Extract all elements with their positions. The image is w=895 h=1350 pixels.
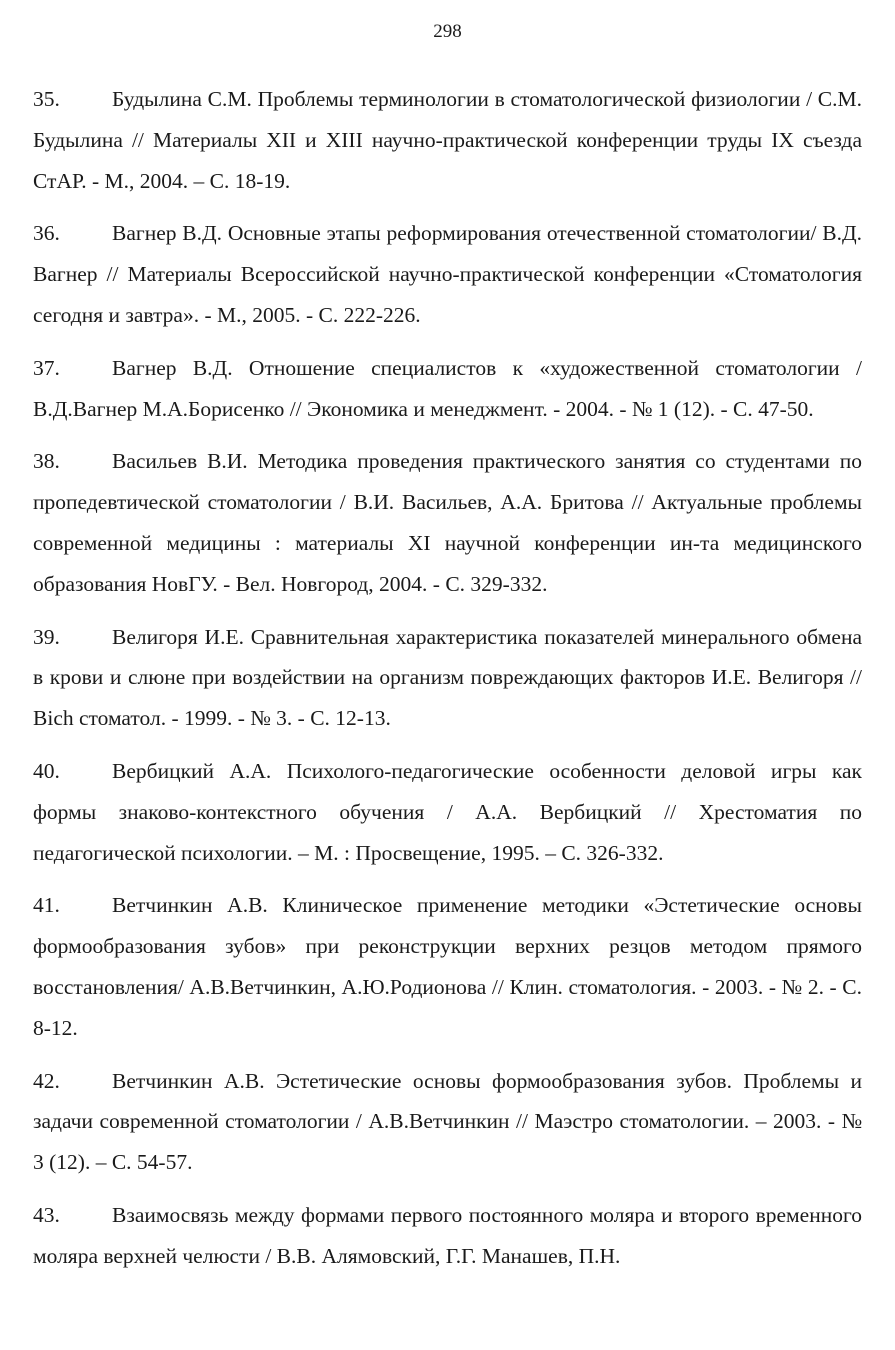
reference-text: Вагнер В.Д. Основные этапы реформирования отечественной стоматологии/ В.Д. Вагнер // Материалы Всероссийской научно-практической конференции «Стоматология сегодня и завтра». - М., 2005. - С. 222-226. [33,221,862,327]
reference-number: 39. [33,624,60,649]
reference-item [33,213,862,335]
reference-text: Будылина С.М. Проблемы терминологии в стоматологической физиологии / С.М. Будылина // Материалы XII и XIII научно-практической конференции труды IX съезда СтАР. - М., 2004. – С. 18-19. [33,87,862,193]
reference-item [33,348,862,430]
reference-text: Ветчинкин А.В. Клиническое применение методики «Эстетические основы формообразования зубов» при реконструкции верхних резцов методом прямого восстановления/ А.В.Ветчинкин, А.Ю.Родионова // Клин. стоматология. - 2003. - № 2. - С. 8-12. [33,893,862,1040]
reference-text: Ветчинкин А.В. Эстетические основы формообразования зубов. Проблемы и задачи современной стоматологии / А.В.Ветчинкин // Маэстро стоматологии. – 2003. - № 3 (12). – С. 54-57. [33,1068,862,1175]
reference-item [33,617,862,739]
reference-text: Взаимосвязь между формами первого постоянного моляра и второго временного моляра верхней челюсти / В.В. Алямовский, Г.Г. Манашев, П.Н. [33,1202,862,1268]
reference-number: 36. [33,221,60,246]
reference-number: 37. [33,355,60,380]
reference-list [33,79,862,1289]
reference-number: 43. [33,1202,60,1227]
reference-item [33,441,862,604]
reference-item [33,885,862,1048]
reference-number: 42. [33,1068,60,1093]
page-number: 298 [433,21,462,42]
reference-number: 35. [33,87,60,111]
reference-item [33,1061,862,1183]
reference-number: 41. [33,893,60,918]
reference-item [33,751,862,873]
reference-number: 40. [33,758,60,783]
reference-text: Велигоря И.Е. Сравнительная характеристика показателей минерального обмена в крови и слюне при воздействии на организм повреждающих факторов И.Е. Велигоря // Bich стоматол. - 1999. - № 3. - С. 12-13. [33,624,862,731]
reference-item [33,1195,862,1277]
reference-number: 38. [33,449,60,474]
reference-item [33,79,862,201]
reference-text: Вагнер В.Д. Отношение специалистов к «художественной стоматологии / В.Д.Вагнер М.А.Борисенко // Экономика и менеджмент. - 2004. - № 1 (12). - С. 47-50. [33,355,862,421]
reference-text: Васильев В.И. Методика проведения практического занятия со студентами по пропедевтической стоматологии / В.И. Васильев, А.А. Бритова // Актуальные проблемы современной медицины : материалы XI научной конференции ин-та медицинского образования НовГУ. - Вел. Новгород, 2004. - С. 329-332. [33,449,862,596]
reference-text: Вербицкий А.А. Психолого-педагогические особенности деловой игры как формы знаково-контекстного обучения / А.А. Вербицкий // Хрестоматия по педагогической психологии. – М. : Просвещение, 1995. – С. 326-332. [33,758,862,865]
